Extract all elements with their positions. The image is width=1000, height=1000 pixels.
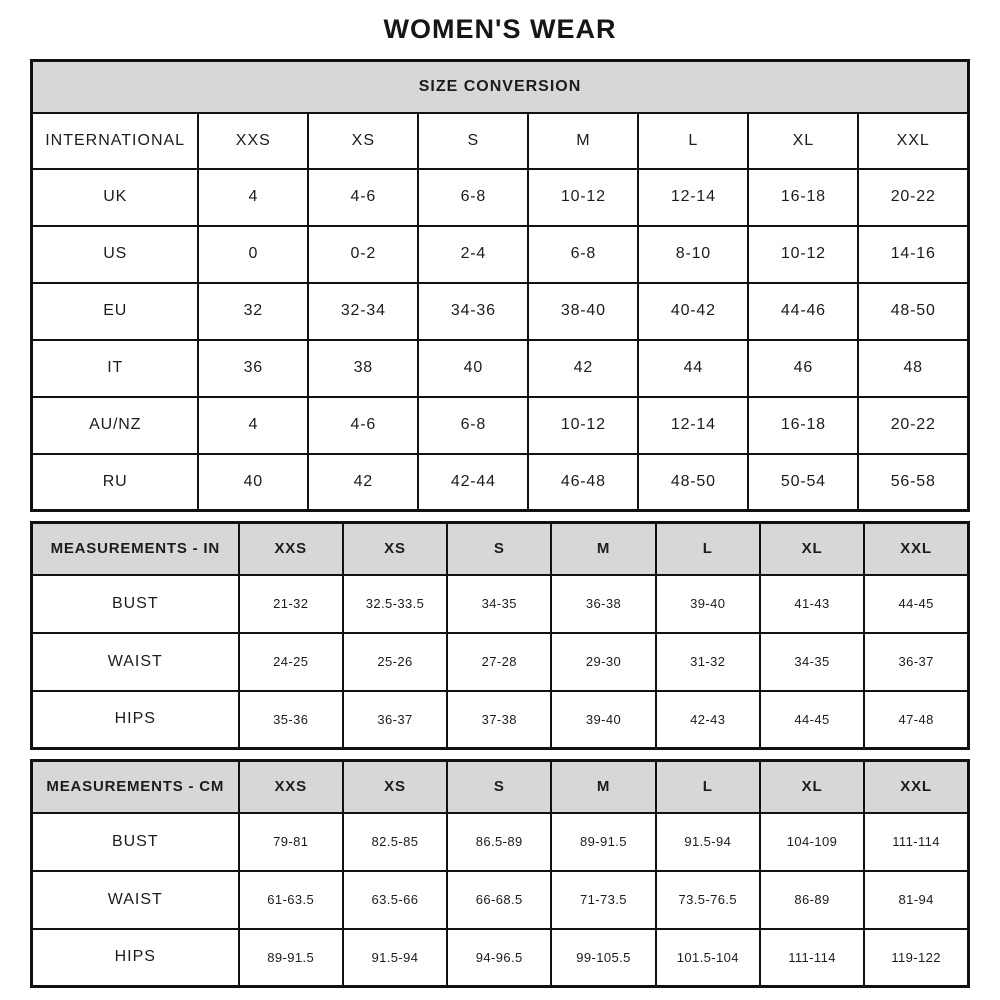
size-col-header-xl: XL bbox=[748, 113, 858, 169]
size-value: 42 bbox=[308, 454, 418, 511]
size-value: 48 bbox=[858, 340, 968, 397]
measurements-cm-table bbox=[30, 759, 970, 988]
measurement-value: 31-32 bbox=[656, 633, 760, 691]
measurement-value: 89-91.5 bbox=[239, 929, 343, 987]
measurement-value: 71-73.5 bbox=[551, 871, 655, 929]
size-value: 46-48 bbox=[528, 454, 638, 511]
size-value: 4-6 bbox=[308, 397, 418, 454]
size-col-header-xxs: XXS bbox=[198, 113, 308, 169]
page-title: WOMEN'S WEAR bbox=[383, 14, 617, 44]
measurement-label: BUST bbox=[32, 813, 239, 871]
measurement-value: 82.5-85 bbox=[343, 813, 447, 871]
size-value: 2-4 bbox=[418, 226, 528, 283]
size-value: 8-10 bbox=[638, 226, 748, 283]
measurement-value: 111-114 bbox=[864, 813, 968, 871]
measurement-label: BUST bbox=[32, 575, 239, 633]
meas-in-col-header-xxl: XXL bbox=[864, 523, 968, 575]
region-label: UK bbox=[32, 169, 199, 226]
size-value: 10-12 bbox=[528, 169, 638, 226]
size-value: 4 bbox=[198, 397, 308, 454]
size-value: 36 bbox=[198, 340, 308, 397]
size-value: 16-18 bbox=[748, 169, 858, 226]
meas-cm-col-header-l: L bbox=[656, 761, 760, 813]
size-value: 0 bbox=[198, 226, 308, 283]
size-value: 32-34 bbox=[308, 283, 418, 340]
meas-in-col-header-m: M bbox=[551, 523, 655, 575]
measurement-value: 21-32 bbox=[239, 575, 343, 633]
size-value: 6-8 bbox=[418, 397, 528, 454]
meas-cm-col-header-s: S bbox=[447, 761, 551, 813]
size-value: 40-42 bbox=[638, 283, 748, 340]
meas-in-col-header-xxs: XXS bbox=[239, 523, 343, 575]
measurements-in-header-row bbox=[32, 523, 969, 575]
measurement-value: 42-43 bbox=[656, 691, 760, 749]
size-col-header-xxl: XXL bbox=[858, 113, 968, 169]
size-value: 4 bbox=[198, 169, 308, 226]
meas-in-col-header-l: L bbox=[656, 523, 760, 575]
size-value: 14-16 bbox=[858, 226, 968, 283]
measurements-cm-header-cell: MEASUREMENTS - CM bbox=[32, 761, 239, 813]
measurement-value: 36-37 bbox=[343, 691, 447, 749]
meas-cm-col-header-xs: XS bbox=[343, 761, 447, 813]
measurement-value: 81-94 bbox=[864, 871, 968, 929]
table-row-bust-in bbox=[32, 575, 969, 633]
size-value: 12-14 bbox=[638, 169, 748, 226]
size-value: 42 bbox=[528, 340, 638, 397]
size-value: 10-12 bbox=[748, 226, 858, 283]
size-col-header-s: S bbox=[418, 113, 528, 169]
meas-in-col-header-xs: XS bbox=[343, 523, 447, 575]
measurements-in-header-cell: MEASUREMENTS - IN bbox=[32, 523, 239, 575]
measurement-value: 61-63.5 bbox=[239, 871, 343, 929]
size-col-header-xs: XS bbox=[308, 113, 418, 169]
measurement-value: 111-114 bbox=[760, 929, 864, 987]
region-label: AU/NZ bbox=[32, 397, 199, 454]
size-value: 50-54 bbox=[748, 454, 858, 511]
size-value: 16-18 bbox=[748, 397, 858, 454]
size-value: 40 bbox=[198, 454, 308, 511]
meas-cm-col-header-m: M bbox=[551, 761, 655, 813]
region-label: US bbox=[32, 226, 199, 283]
size-value: 32 bbox=[198, 283, 308, 340]
measurement-value: 29-30 bbox=[551, 633, 655, 691]
measurement-value: 89-91.5 bbox=[551, 813, 655, 871]
region-label: RU bbox=[32, 454, 199, 511]
measurement-value: 36-37 bbox=[864, 633, 968, 691]
table-row-us bbox=[32, 226, 969, 283]
size-value: 10-12 bbox=[528, 397, 638, 454]
measurement-value: 91.5-94 bbox=[343, 929, 447, 987]
measurement-value: 32.5-33.5 bbox=[343, 575, 447, 633]
measurement-value: 119-122 bbox=[864, 929, 968, 987]
size-col-header-m: M bbox=[528, 113, 638, 169]
measurement-value: 41-43 bbox=[760, 575, 864, 633]
size-conversion-banner: SIZE CONVERSION bbox=[32, 61, 969, 113]
size-value: 12-14 bbox=[638, 397, 748, 454]
measurement-label: WAIST bbox=[32, 633, 239, 691]
measurement-value: 94-96.5 bbox=[447, 929, 551, 987]
measurement-value: 73.5-76.5 bbox=[656, 871, 760, 929]
measurement-value: 36-38 bbox=[551, 575, 655, 633]
measurement-value: 63.5-66 bbox=[343, 871, 447, 929]
measurement-value: 25-26 bbox=[343, 633, 447, 691]
size-value: 6-8 bbox=[418, 169, 528, 226]
size-conversion-table bbox=[30, 59, 970, 512]
size-value: 38-40 bbox=[528, 283, 638, 340]
measurement-value: 66-68.5 bbox=[447, 871, 551, 929]
measurement-value: 99-105.5 bbox=[551, 929, 655, 987]
measurement-label: HIPS bbox=[32, 691, 239, 749]
size-value: 44 bbox=[638, 340, 748, 397]
measurement-value: 91.5-94 bbox=[656, 813, 760, 871]
measurement-value: 24-25 bbox=[239, 633, 343, 691]
size-value: 40 bbox=[418, 340, 528, 397]
measurement-value: 101.5-104 bbox=[656, 929, 760, 987]
measurement-label: WAIST bbox=[32, 871, 239, 929]
table-row-eu bbox=[32, 283, 969, 340]
measurement-value: 37-38 bbox=[447, 691, 551, 749]
size-value: 6-8 bbox=[528, 226, 638, 283]
measurement-value: 34-35 bbox=[447, 575, 551, 633]
meas-cm-col-header-xxs: XXS bbox=[239, 761, 343, 813]
measurement-label: HIPS bbox=[32, 929, 239, 987]
measurement-value: 86.5-89 bbox=[447, 813, 551, 871]
size-value: 4-6 bbox=[308, 169, 418, 226]
table-row-uk bbox=[32, 169, 969, 226]
size-conversion-header-row bbox=[32, 113, 969, 169]
size-value: 56-58 bbox=[858, 454, 968, 511]
table-row-ru bbox=[32, 454, 969, 511]
table-row-bust-cm bbox=[32, 813, 969, 871]
measurement-value: 39-40 bbox=[656, 575, 760, 633]
size-value: 34-36 bbox=[418, 283, 528, 340]
measurement-value: 27-28 bbox=[447, 633, 551, 691]
size-value: 20-22 bbox=[858, 397, 968, 454]
size-col-header-l: L bbox=[638, 113, 748, 169]
region-label: EU bbox=[32, 283, 199, 340]
size-value: 20-22 bbox=[858, 169, 968, 226]
measurement-value: 79-81 bbox=[239, 813, 343, 871]
measurement-value: 34-35 bbox=[760, 633, 864, 691]
table-row-waist-cm bbox=[32, 871, 969, 929]
measurement-value: 86-89 bbox=[760, 871, 864, 929]
size-value: 0-2 bbox=[308, 226, 418, 283]
measurement-value: 39-40 bbox=[551, 691, 655, 749]
meas-cm-col-header-xl: XL bbox=[760, 761, 864, 813]
measurement-value: 35-36 bbox=[239, 691, 343, 749]
measurements-in-table bbox=[30, 521, 970, 750]
measurement-value: 47-48 bbox=[864, 691, 968, 749]
size-value: 44-46 bbox=[748, 283, 858, 340]
table-row-hips-cm bbox=[32, 929, 969, 987]
size-value: 48-50 bbox=[638, 454, 748, 511]
measurement-value: 44-45 bbox=[864, 575, 968, 633]
size-value: 48-50 bbox=[858, 283, 968, 340]
meas-in-col-header-xl: XL bbox=[760, 523, 864, 575]
size-conversion-banner-row bbox=[32, 61, 969, 113]
size-value: 46 bbox=[748, 340, 858, 397]
size-value: 42-44 bbox=[418, 454, 528, 511]
measurements-cm-header-row bbox=[32, 761, 969, 813]
table-row-it bbox=[32, 340, 969, 397]
table-row-hips-in bbox=[32, 691, 969, 749]
meas-in-col-header-s: S bbox=[447, 523, 551, 575]
table-row-aunz bbox=[32, 397, 969, 454]
measurement-value: 44-45 bbox=[760, 691, 864, 749]
meas-cm-col-header-xxl: XXL bbox=[864, 761, 968, 813]
size-value: 38 bbox=[308, 340, 418, 397]
region-label: IT bbox=[32, 340, 199, 397]
international-header-cell: INTERNATIONAL bbox=[32, 113, 199, 169]
measurement-value: 104-109 bbox=[760, 813, 864, 871]
table-row-waist-in bbox=[32, 633, 969, 691]
